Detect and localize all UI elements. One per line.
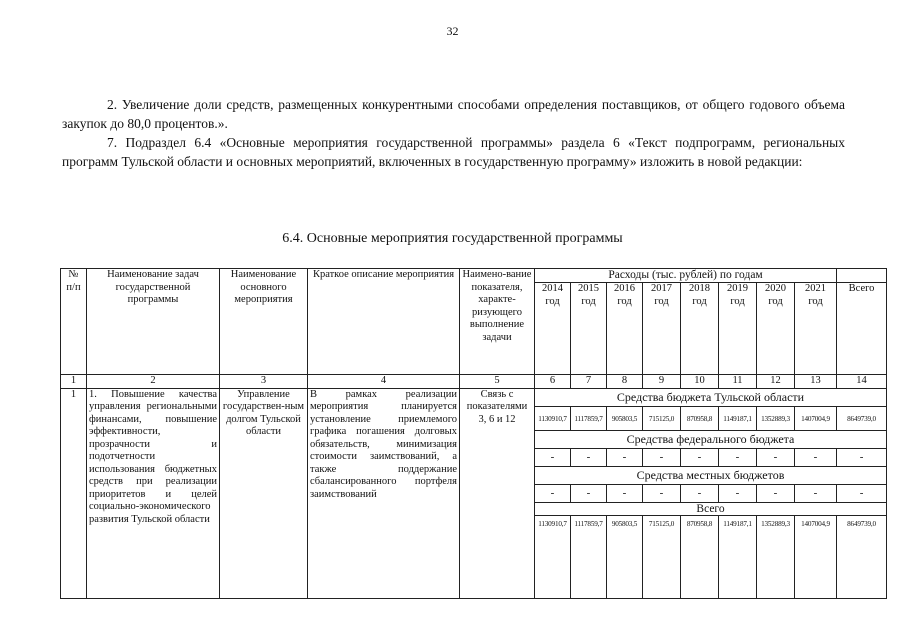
column-index: 1 bbox=[61, 375, 87, 389]
federal-value: - bbox=[607, 448, 643, 466]
column-index: 2 bbox=[87, 375, 220, 389]
federal-value: - bbox=[757, 448, 795, 466]
total-value: 905803,5 bbox=[607, 515, 643, 598]
federal-value: - bbox=[837, 448, 887, 466]
federal-value: - bbox=[571, 448, 607, 466]
local-value: - bbox=[607, 484, 643, 502]
regional-value: 1149187,1 bbox=[719, 406, 757, 430]
regional-value: 905803,5 bbox=[607, 406, 643, 430]
column-index: 13 bbox=[795, 375, 837, 389]
local-value: - bbox=[643, 484, 681, 502]
source-regional: Средства бюджета Тульской области bbox=[535, 388, 887, 406]
header-indicator: Наимено-вание показателя, характе-ризующего выполнение задачи bbox=[460, 269, 535, 375]
column-index: 7 bbox=[571, 375, 607, 389]
regional-value: 870958,8 bbox=[681, 406, 719, 430]
year-header: 2015 год bbox=[571, 283, 607, 375]
section-title: 6.4. Основные мероприятия государственной программы bbox=[282, 231, 623, 246]
year-header: 2016 год bbox=[607, 283, 643, 375]
local-value: - bbox=[571, 484, 607, 502]
column-index: 9 bbox=[643, 375, 681, 389]
column-index: 4 bbox=[308, 375, 460, 389]
regional-value: 1130910,7 bbox=[535, 406, 571, 430]
local-value: - bbox=[757, 484, 795, 502]
federal-value: - bbox=[719, 448, 757, 466]
source-local: Средства местных бюджетов bbox=[535, 466, 887, 484]
column-index: 5 bbox=[460, 375, 535, 389]
column-index: 12 bbox=[757, 375, 795, 389]
total-value: 1149187,1 bbox=[719, 515, 757, 598]
row-event: Управление государствен-ным долгом Тульской области bbox=[220, 388, 308, 598]
federal-value: - bbox=[795, 448, 837, 466]
row-description: В рамках реализации мероприятия планируется установление приемлемого графика погашения долговых обязательств, минимизация стоимости заимствований, а также поддержание сбалансированного портфеля заимствований bbox=[308, 388, 460, 598]
total-header: Всего bbox=[837, 283, 887, 375]
local-value: - bbox=[795, 484, 837, 502]
regional-value: 1407004,9 bbox=[795, 406, 837, 430]
total-value: 870958,8 bbox=[681, 515, 719, 598]
total-value: 715125,0 bbox=[643, 515, 681, 598]
row-indicator: Связь с показателями 3, 6 и 12 bbox=[460, 388, 535, 598]
header-desc: Краткое описание мероприятия bbox=[308, 269, 460, 375]
header-blank bbox=[837, 269, 887, 283]
total-value: 8649739,0 bbox=[837, 515, 887, 598]
header-expenses: Расходы (тыс. рублей) по годам bbox=[535, 269, 837, 283]
regional-value: 1352889,3 bbox=[757, 406, 795, 430]
total-value: 1352889,3 bbox=[757, 515, 795, 598]
regional-value: 1117859,7 bbox=[571, 406, 607, 430]
year-header: 2019 год bbox=[719, 283, 757, 375]
column-index: 10 bbox=[681, 375, 719, 389]
header-event: Наименование основного мероприятия bbox=[220, 269, 308, 375]
federal-value: - bbox=[643, 448, 681, 466]
row-task: 1. Повышение качества управления региональными финансами, повышение эффективности, прозрачности и подотчетности использования бюджетных средств при реализации приоритетов и целей социально-экономического развития Тульской области bbox=[87, 388, 220, 598]
local-value: - bbox=[535, 484, 571, 502]
regional-value: 8649739,0 bbox=[837, 406, 887, 430]
row-num: 1 bbox=[61, 388, 87, 598]
federal-value: - bbox=[681, 448, 719, 466]
paragraph-1: 2. Увеличение доли средств, размещенных конкурентными способами определения поставщиков, от общего годового объема закупок до 80,0 процентов.». bbox=[62, 97, 845, 131]
year-header: 2014 год bbox=[535, 283, 571, 375]
local-value: - bbox=[719, 484, 757, 502]
column-index: 11 bbox=[719, 375, 757, 389]
column-index: 8 bbox=[607, 375, 643, 389]
local-value: - bbox=[837, 484, 887, 502]
header-num: № п/п bbox=[61, 269, 87, 375]
year-header: 2021 год bbox=[795, 283, 837, 375]
paragraph-2: 7. Подраздел 6.4 «Основные мероприятия государственной программы» раздела 6 «Текст подпрограмм, региональных программ Тульской области и основных мероприятий, включенных в государственную программу» изложить в новой редакции: bbox=[62, 135, 845, 169]
events-table bbox=[60, 268, 887, 599]
federal-value: - bbox=[535, 448, 571, 466]
page-number: 32 bbox=[446, 24, 459, 38]
source-federal: Средства федерального бюджета bbox=[535, 430, 887, 448]
year-header: 2017 год bbox=[643, 283, 681, 375]
total-value: 1117859,7 bbox=[571, 515, 607, 598]
header-task: Наименование задач государственной программы bbox=[87, 269, 220, 375]
column-index: 6 bbox=[535, 375, 571, 389]
total-value: 1407004,9 bbox=[795, 515, 837, 598]
local-value: - bbox=[681, 484, 719, 502]
year-header: 2018 год bbox=[681, 283, 719, 375]
year-header: 2020 год bbox=[757, 283, 795, 375]
regional-value: 715125,0 bbox=[643, 406, 681, 430]
total-value: 1130910,7 bbox=[535, 515, 571, 598]
source-total: Всего bbox=[535, 502, 887, 515]
column-index: 3 bbox=[220, 375, 308, 389]
column-index: 14 bbox=[837, 375, 887, 389]
